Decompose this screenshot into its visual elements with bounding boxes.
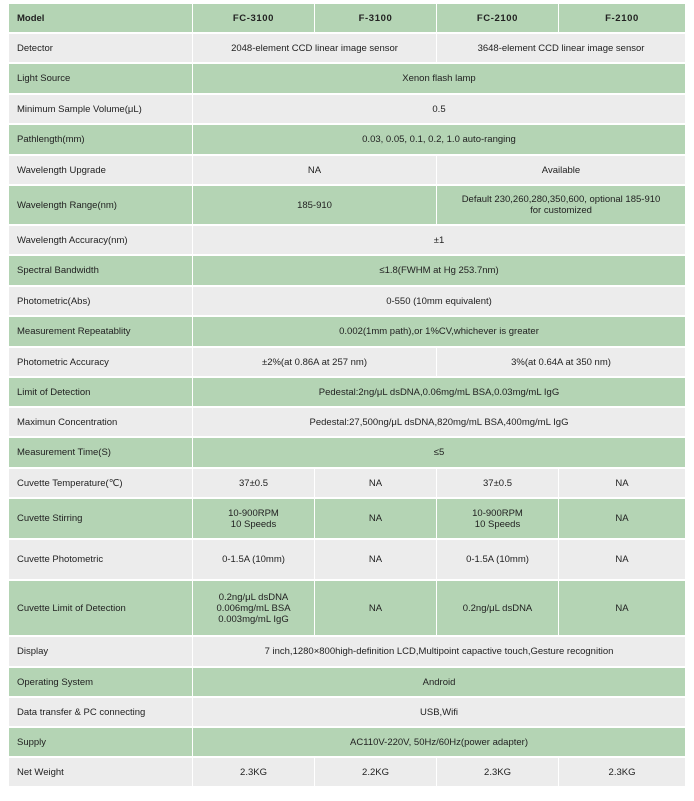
row-cuvette-lod: [9, 581, 686, 637]
cell-value: NA: [315, 540, 437, 581]
row-label: Measurement Time(S): [9, 438, 193, 469]
cell-value: 0.2ng/μL dsDNA 0.006mg/mL BSA 0.003mg/mL IgG: [193, 581, 315, 637]
row-net-weight: [9, 758, 686, 788]
row-wavelength-upgrade: [9, 156, 686, 186]
cell-value: 10-900RPM 10 Speeds: [437, 499, 559, 540]
row-repeatability: [9, 317, 686, 348]
row-cuvette-temperature: [9, 469, 686, 499]
cell-value: 7 inch,1280×800high-definition LCD,Multipoint capactive touch,Gesture recognition: [193, 637, 686, 668]
cell-value: 0-1.5A (10mm): [193, 540, 315, 581]
cell-value: NA: [559, 581, 686, 637]
row-label: Supply: [9, 728, 193, 758]
cell-value: 0.03, 0.05, 0.1, 0.2, 1.0 auto-ranging: [193, 125, 686, 156]
row-label: Wavelength Upgrade: [9, 156, 193, 186]
cell-value: 2.3KG: [193, 758, 315, 788]
row-label: Pathlength(mm): [9, 125, 193, 156]
row-label: Data transfer & PC connecting: [9, 698, 193, 728]
row-cuvette-photometric: [9, 540, 686, 581]
row-label: Light Source: [9, 64, 193, 95]
header-row: [9, 4, 686, 34]
cell-value: 0-550 (10mm equivalent): [193, 287, 686, 317]
row-data-transfer: [9, 698, 686, 728]
row-label: Wavelength Accuracy(nm): [9, 226, 193, 256]
row-label: Display: [9, 637, 193, 668]
row-detector: [9, 34, 686, 64]
spec-table: [9, 4, 686, 788]
cell-value: NA: [559, 469, 686, 499]
cell-value: 0.002(1mm path),or 1%CV,whichever is greater: [193, 317, 686, 348]
header-label: Model: [9, 4, 193, 34]
cell-value: Pedestal:2ng/μL dsDNA,0.06mg/mL BSA,0.03mg/mL IgG: [193, 378, 686, 408]
row-measurement-time: [9, 438, 686, 469]
cell-value: ±2%(at 0.86A at 257 nm): [193, 348, 437, 378]
model-f2100: F-2100: [559, 4, 686, 34]
row-label: Cuvette Limit of Detection: [9, 581, 193, 637]
row-label: Cuvette Photometric: [9, 540, 193, 581]
row-light-source: [9, 64, 686, 95]
row-display: [9, 637, 686, 668]
model-f3100: F-3100: [315, 4, 437, 34]
cell-value: 2048-element CCD linear image sensor: [193, 34, 437, 64]
row-label: Limit of Detection: [9, 378, 193, 408]
cell-value: 37±0.5: [437, 469, 559, 499]
cell-value: NA: [559, 540, 686, 581]
cell-value: Available: [437, 156, 686, 186]
cell-value: NA: [193, 156, 437, 186]
row-wavelength-range: [9, 186, 686, 226]
spec-table-container: [9, 4, 686, 788]
cell-value: 2.3KG: [559, 758, 686, 788]
cell-value: Android: [193, 668, 686, 698]
row-pathlength: [9, 125, 686, 156]
row-label: Measurement Repeatablity: [9, 317, 193, 348]
row-cuvette-stirring: [9, 499, 686, 540]
row-label: Detector: [9, 34, 193, 64]
cell-value: Pedestal:27,500ng/μL dsDNA,820mg/mL BSA,400mg/mL IgG: [193, 408, 686, 438]
cell-value: 3%(at 0.64A at 350 nm): [437, 348, 686, 378]
row-label: Minimum Sample Volume(μL): [9, 95, 193, 125]
cell-value: ≤1.8(FWHM at Hg 253.7nm): [193, 256, 686, 287]
cell-value: 2.2KG: [315, 758, 437, 788]
cell-value: 2.3KG: [437, 758, 559, 788]
cell-value: 0-1.5A (10mm): [437, 540, 559, 581]
cell-value: 3648-element CCD linear image sensor: [437, 34, 686, 64]
cell-value: NA: [315, 499, 437, 540]
row-label: Photometric(Abs): [9, 287, 193, 317]
row-label: Operating System: [9, 668, 193, 698]
cell-value: NA: [559, 499, 686, 540]
row-max-concentration: [9, 408, 686, 438]
cell-value: 10-900RPM 10 Speeds: [193, 499, 315, 540]
cell-value: NA: [315, 469, 437, 499]
row-spectral-bandwidth: [9, 256, 686, 287]
cell-value: ±1: [193, 226, 686, 256]
cell-value: Xenon flash lamp: [193, 64, 686, 95]
cell-value: USB,Wifi: [193, 698, 686, 728]
row-photometric-accuracy: [9, 348, 686, 378]
row-supply: [9, 728, 686, 758]
row-wavelength-accuracy: [9, 226, 686, 256]
cell-value: 37±0.5: [193, 469, 315, 499]
row-label: Net Weight: [9, 758, 193, 788]
cell-value: Default 230,260,280,350,600, optional 185-910 for customized: [437, 186, 686, 226]
cell-value: 0.5: [193, 95, 686, 125]
row-label: Maximun Concentration: [9, 408, 193, 438]
row-min-volume: [9, 95, 686, 125]
model-fc2100: FC-2100: [437, 4, 559, 34]
cell-value: ≤5: [193, 438, 686, 469]
cell-value: AC110V-220V, 50Hz/60Hz(power adapter): [193, 728, 686, 758]
row-label: Cuvette Temperature(℃): [9, 469, 193, 499]
row-photometric-abs: [9, 287, 686, 317]
row-operating-system: [9, 668, 686, 698]
row-limit-of-detection: [9, 378, 686, 408]
row-label: Photometric Accuracy: [9, 348, 193, 378]
cell-value: 185-910: [193, 186, 437, 226]
row-label: Wavelength Range(nm): [9, 186, 193, 226]
row-label: Spectral Bandwidth: [9, 256, 193, 287]
model-fc3100: FC-3100: [193, 4, 315, 34]
row-label: Cuvette Stirring: [9, 499, 193, 540]
cell-value: 0.2ng/μL dsDNA: [437, 581, 559, 637]
cell-value: NA: [315, 581, 437, 637]
